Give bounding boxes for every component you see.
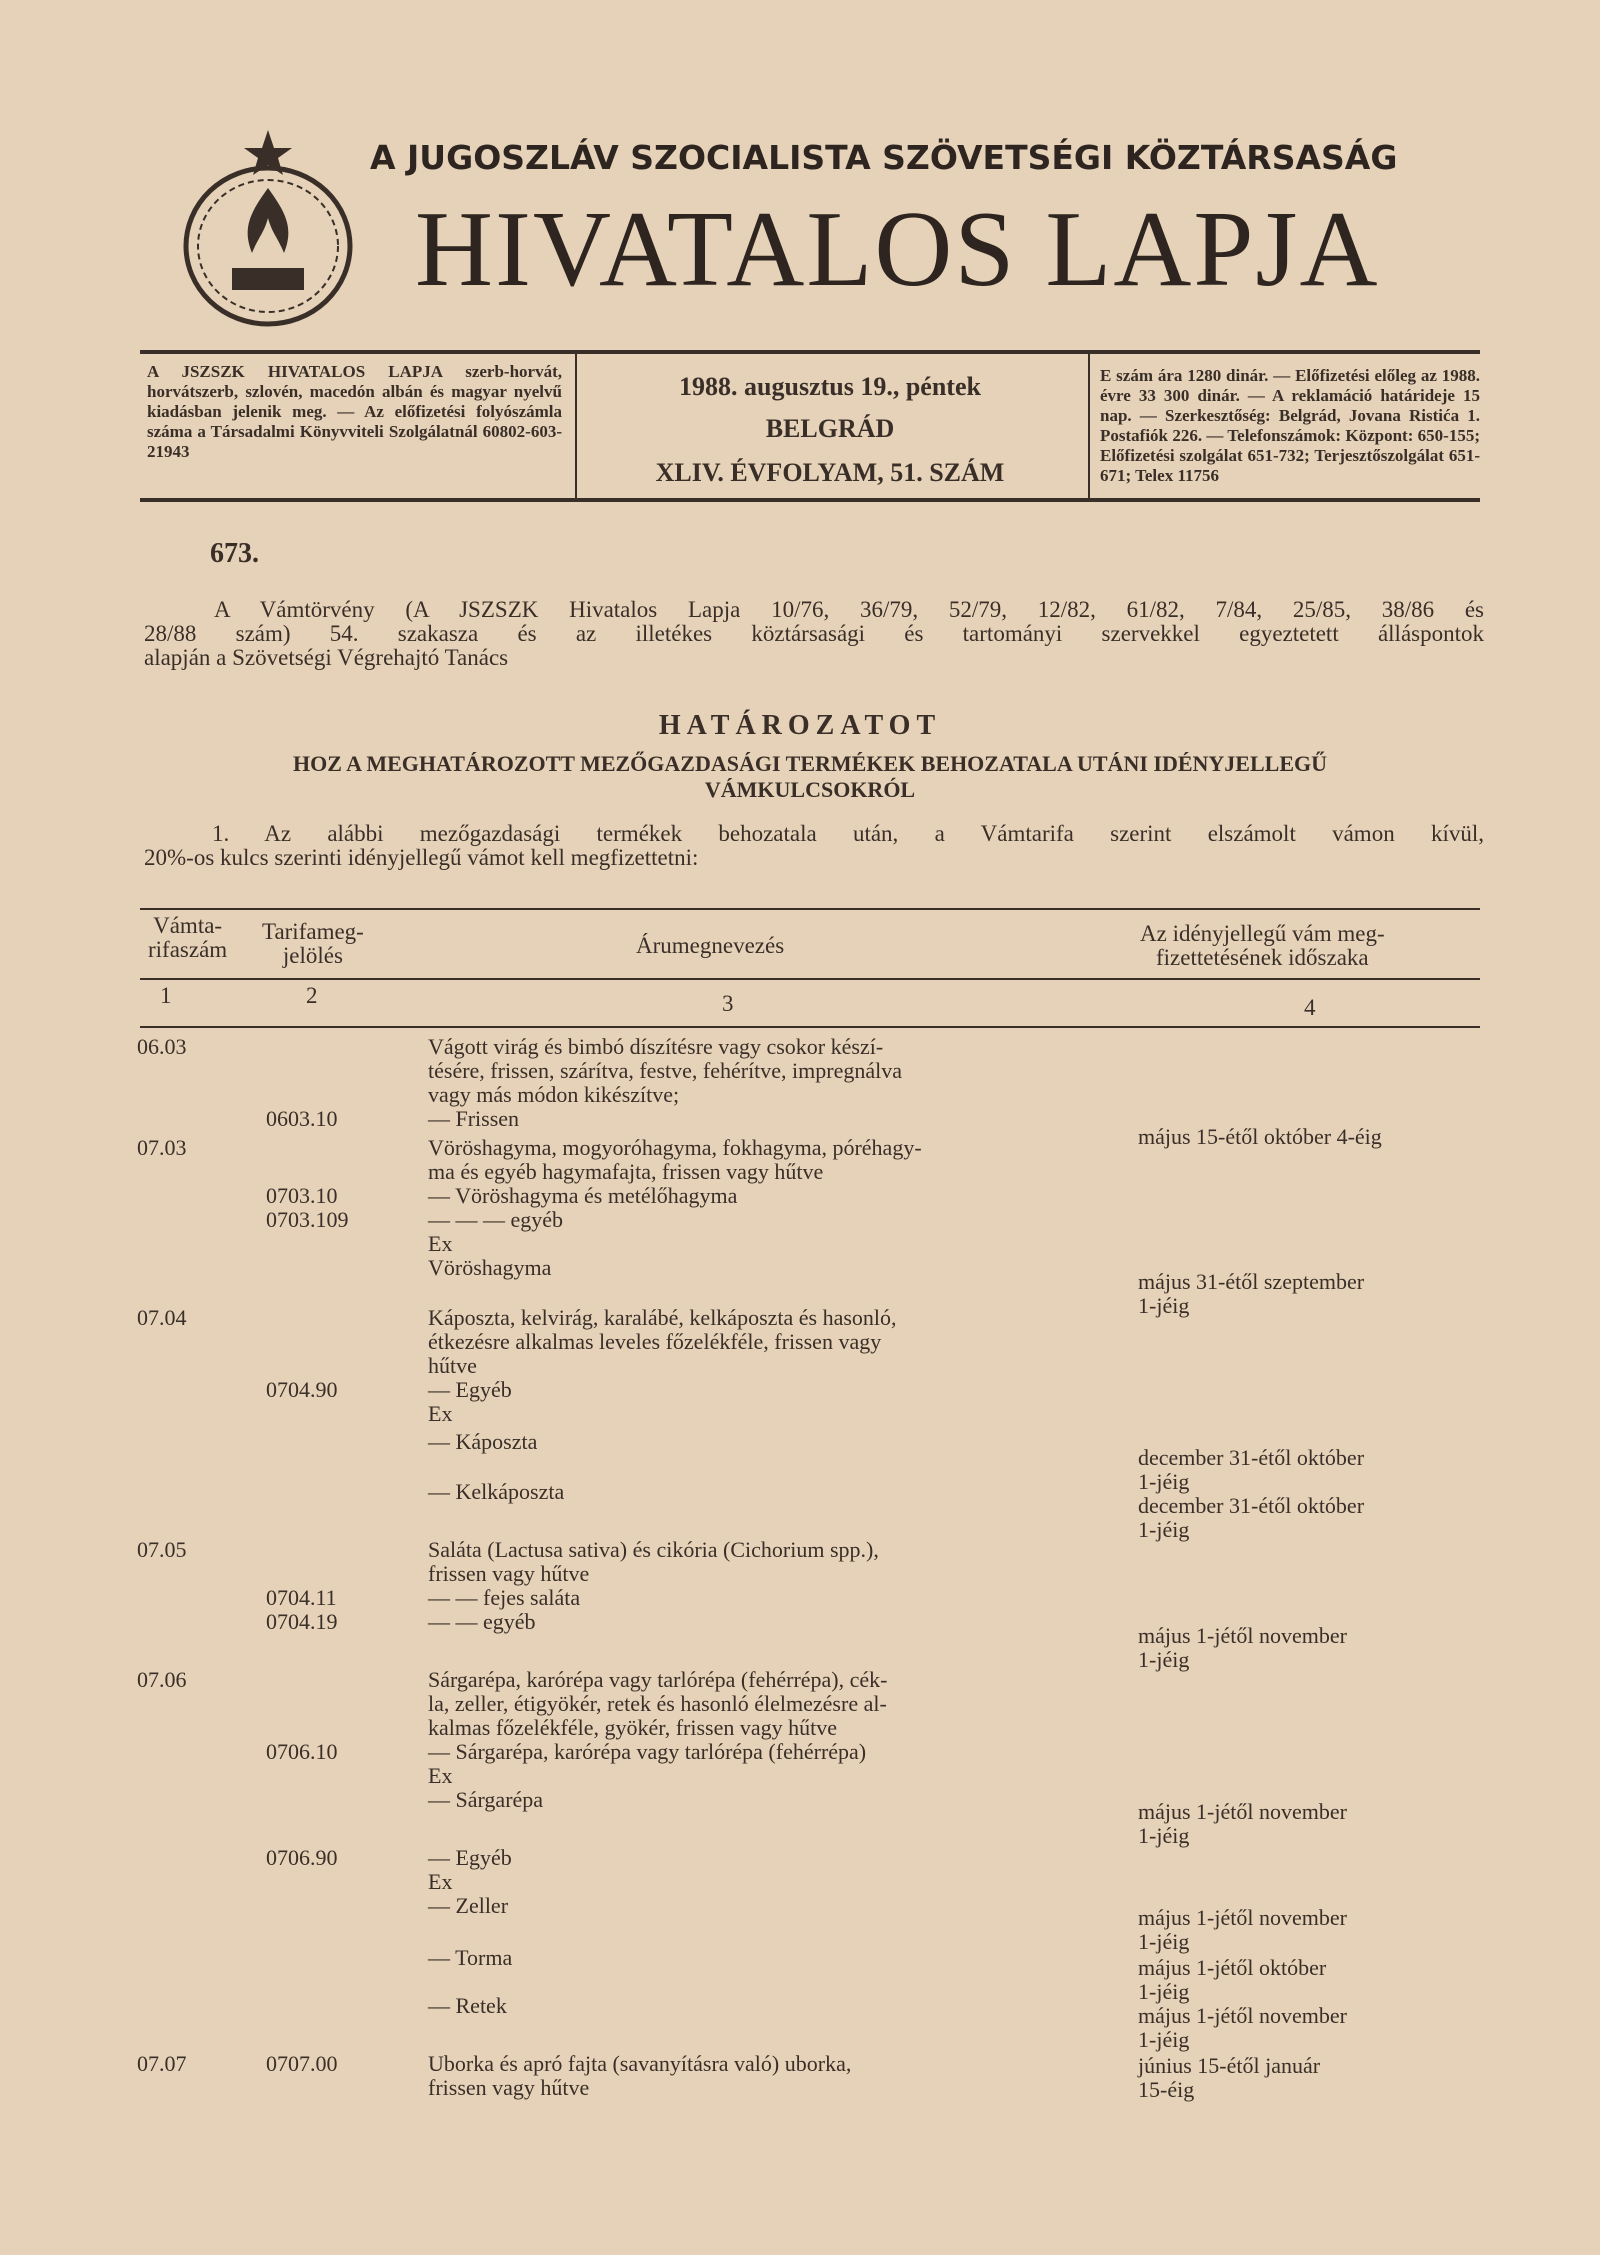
goods-description-line: tésére, frissen, szárítva, festve, fehérítve, impregnálva: [428, 1058, 903, 1083]
header-line: jelölés: [282, 943, 343, 968]
issue-city: BELGRÁD: [765, 414, 895, 443]
header-line: Tarifameg-: [262, 919, 364, 944]
goods-description-line: hűtve: [428, 1353, 477, 1378]
table-rule: [140, 1026, 1480, 1028]
clause-line: 20%-os kulcs szerinti idényjellegű vámot kell megfizettetni:: [144, 845, 699, 870]
tariff-number-cell: 07.06: [137, 1667, 187, 1692]
period-line: 1-jéig: [1138, 1517, 1190, 1542]
period-line: május 1-jétől november: [1138, 2003, 1347, 2028]
tariff-designation-cell: 0703.10: [266, 1183, 338, 1208]
divider: [575, 352, 577, 500]
masthead-title: HIVATALOS LAPJA: [415, 190, 1380, 309]
header-line: rifaszám: [148, 937, 228, 962]
goods-description-line: Ex: [428, 1401, 453, 1426]
tariff-designation-cell: 0603.10: [266, 1106, 338, 1131]
resolution-heading: HATÁROZATOT: [658, 710, 942, 741]
tariff-number-cell: 07.04: [137, 1305, 187, 1330]
tariff-designation-cell: 0704.19: [266, 1609, 338, 1634]
goods-description-line: — Torma: [428, 1945, 513, 1970]
goods-description-line: Ex: [428, 1869, 453, 1894]
goods-description-line: Saláta (Lactusa sativa) és cikória (Cichorium spp.),: [428, 1537, 879, 1562]
preamble: [144, 598, 1484, 670]
column-number: 2: [306, 983, 318, 1008]
header-line: fizettetésének időszaka: [1155, 945, 1369, 970]
issue-number: XLIV. ÉVFOLYAM, 51. SZÁM: [655, 458, 1005, 487]
table-rule: [140, 908, 1480, 910]
header-goods-description: Árumegnevezés: [636, 933, 785, 958]
goods-description-line: Ex: [428, 1763, 453, 1788]
period-line: május 31-étől szeptember: [1138, 1269, 1365, 1294]
preamble-line: A Vámtörvény (A JSZSZK Hivatalos Lapja 10/76, 36/79, 52/79, 12/82, 61/82, 7/84, 25/85, 38/86 és: [214, 597, 1484, 622]
period-line: május 1-jétől november: [1138, 1905, 1347, 1930]
period-line: 1-jéig: [1138, 2027, 1190, 2052]
goods-description-line: Káposzta, kelvirág, karalábé, kelkáposzta és hasonló,: [428, 1305, 897, 1330]
period-line: 1-jéig: [1138, 1469, 1190, 1494]
goods-description-line: Vöröshagyma, mogyoróhagyma, fokhagyma, póréhagy-: [428, 1135, 922, 1160]
column-number: 3: [722, 991, 734, 1016]
masthead-supertitle: A JUGOSZLÁV SZOCIALISTA SZÖVETSÉGI KÖZTÁRSASÁG: [370, 138, 1398, 177]
goods-description-line: — Vöröshagyma és metélőhagyma: [428, 1183, 738, 1208]
tariff-number-cell: 06.03: [137, 1034, 187, 1059]
period-line: 1-jéig: [1138, 1823, 1190, 1848]
goods-description-line: — Sárgarépa, karórépa vagy tarlórépa (fehérrépa): [428, 1739, 867, 1764]
divider: [1088, 352, 1090, 500]
divider: [140, 350, 1480, 354]
goods-description-line: la, zeller, étigyökér, retek és hasonló élelmezésre al-: [428, 1691, 887, 1716]
goods-description-line: — — egyéb: [428, 1609, 536, 1634]
preamble-line: 28/88 szám) 54. szakasza és az illetékes köztársasági és tartományi szervekkel egyeztetett álláspontok: [144, 621, 1484, 646]
tariff-designation-cell: 0706.90: [266, 1845, 338, 1870]
goods-description-line: — Sárgarépa: [428, 1787, 544, 1812]
goods-description-line: Vöröshagyma: [428, 1255, 552, 1280]
period-line: május 1-jétől november: [1138, 1799, 1347, 1824]
tariff-designation-cell: 0704.11: [266, 1585, 337, 1610]
document-number: 673.: [210, 538, 259, 569]
goods-description-line: kalmas főzelékféle, gyökér, frissen vagy hűtve: [428, 1715, 838, 1740]
goods-description-line: — Kelkáposzta: [428, 1479, 565, 1504]
tariff-designation-cell: 0703.109: [266, 1207, 349, 1232]
issue-date: 1988. augusztus 19., péntek: [679, 372, 981, 401]
header-period: [1140, 922, 1385, 970]
column-number: 1: [160, 983, 172, 1008]
goods-description-line: Uborka és apró fajta (savanyításra való) uborka,: [428, 2051, 852, 2076]
header-line: Az idényjellegű vám meg-: [1140, 921, 1385, 946]
goods-description-line: — — — egyéb: [428, 1207, 564, 1232]
tariff-number-cell: 07.05: [137, 1537, 187, 1562]
header-line: Vámta-: [153, 913, 223, 938]
goods-description-line: ma és egyéb hagymafajta, frissen vagy hűtve: [428, 1159, 824, 1184]
resolution-subheading: HOZ A MEGHATÁROZOTT MEZŐGAZDASÁGI TERMÉKEK BEHOZATALA UTÁNI IDÉNYJELLEGŰ: [293, 751, 1327, 776]
table-rule: [140, 978, 1480, 980]
goods-description-line: — Egyéb: [428, 1377, 512, 1402]
period-line: május 1-jétől október: [1138, 1955, 1327, 1980]
goods-description-line: frissen vagy hűtve: [428, 1561, 590, 1586]
goods-description-line: — Káposzta: [428, 1429, 538, 1454]
clause-line: 1. Az alábbi mezőgazdasági termékek behozatala után, a Vámtarifa szerint elszámolt vámon kívül,: [212, 821, 1484, 846]
goods-description-line: — Retek: [428, 1993, 507, 2018]
tariff-number-cell: 07.03: [137, 1135, 187, 1160]
period-line: 1-jéig: [1138, 1647, 1190, 1672]
tariff-number-cell: 07.07: [137, 2051, 187, 2076]
period-line: 1-jéig: [1138, 1929, 1190, 1954]
resolution-subheading: VÁMKULCSOKRÓL: [704, 777, 916, 802]
period-line: december 31-étől október: [1138, 1445, 1365, 1470]
preamble-line: alapján a Szövetségi Végrehajtó Tanács: [144, 645, 509, 670]
goods-description-line: — Frissen: [428, 1106, 520, 1131]
goods-description-line: Ex: [428, 1231, 453, 1256]
period-line: 1-jéig: [1138, 1293, 1190, 1318]
tariff-designation-cell: 0704.90: [266, 1377, 338, 1402]
goods-description-line: Vágott virág és bimbó díszítésre vagy csokor készí-: [428, 1034, 884, 1059]
goods-description-line: Sárgarépa, karórépa vagy tarlórépa (fehérrépa), cék-: [428, 1667, 888, 1692]
price-contact-info: E szám ára 1280 dinár. — Előfizetési előleg az 1988. évre 33 300 dinár. — A reklamáció határideje 15 nap. — Szerkesztőség: Belgrád, Jovana Ristića 1. Postafiók 226. — Telefonszámok: Központ: 650-155; Előfizetési szolgálat 651-732; Terjesztőszolgálat 651-671; Telex 11756: [1100, 366, 1480, 485]
period-line: június 15-étől január: [1138, 2053, 1321, 2078]
period-line: 1-jéig: [1138, 1979, 1190, 2004]
divider: [140, 498, 1480, 502]
tariff-designation-cell: 0706.10: [266, 1739, 338, 1764]
goods-description-line: — — fejes saláta: [428, 1585, 581, 1610]
goods-description-line: vagy más módon kikészítve;: [428, 1082, 680, 1107]
tariff-designation-cell: 0707.00: [266, 2051, 338, 2076]
period-line: május 15-étől október 4-éig: [1138, 1124, 1382, 1149]
goods-description-line: frissen vagy hűtve: [428, 2075, 590, 2100]
state-emblem-logo: [180, 128, 356, 328]
column-number: 4: [1304, 995, 1316, 1020]
goods-description-line: étkezésre alkalmas leveles főzelékféle, frissen vagy: [428, 1329, 882, 1354]
goods-description-line: — Zeller: [428, 1893, 509, 1918]
period-line: december 31-étől október: [1138, 1493, 1365, 1518]
goods-description-line: — Egyéb: [428, 1845, 512, 1870]
period-line: május 1-jétől november: [1138, 1623, 1347, 1648]
period-line: 15-éig: [1138, 2077, 1195, 2102]
publication-info: A JSZSZK HIVATALOS LAPJA szerb-horvát, horvátszerb, szlovén, macedón albán és magyar nyelvű kiadásban jelenik meg. — Az előfizetési folyószámla száma a Társadalmi Könyvviteli Szolgálatnál 60802-603-21943: [147, 362, 562, 461]
clause-1: [144, 822, 1484, 870]
header-tariff-number: [148, 914, 227, 962]
header-tariff-designation: [262, 920, 364, 968]
